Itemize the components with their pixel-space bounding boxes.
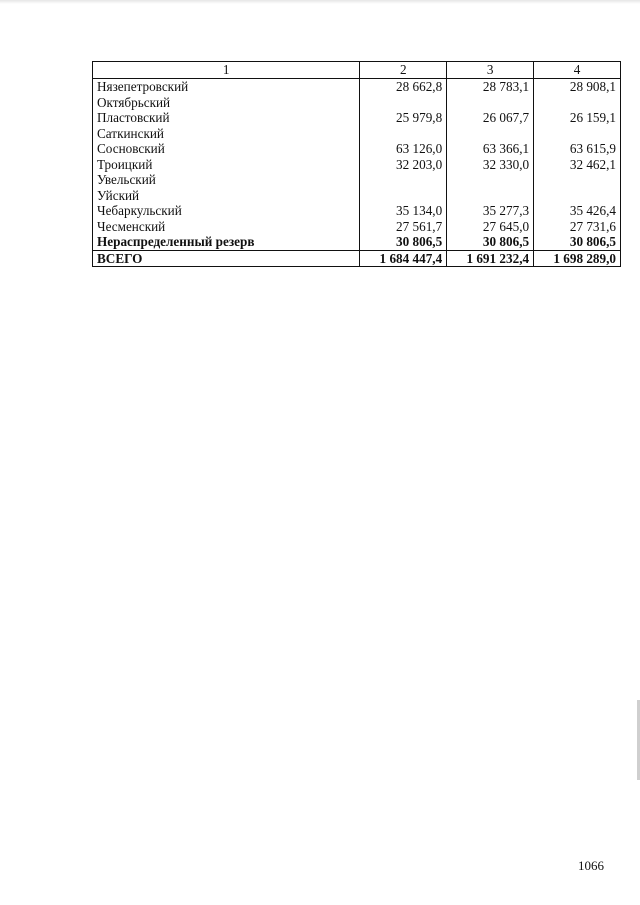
district-name: Саткинский xyxy=(93,126,360,142)
value-col-3: 28 783,1 xyxy=(447,79,534,95)
total-row xyxy=(93,250,621,267)
column-header-3: 3 xyxy=(447,62,534,79)
table-row xyxy=(93,188,621,204)
district-name: Чебаркульский xyxy=(93,203,360,219)
value-col-2: 27 561,7 xyxy=(360,219,447,235)
value-col-4: 26 159,1 xyxy=(534,110,621,126)
table-row xyxy=(93,126,621,142)
value-col-3: 32 330,0 xyxy=(447,157,534,173)
total-value-col-4: 1 698 289,0 xyxy=(534,250,621,267)
total-value-col-2: 1 684 447,4 xyxy=(360,250,447,267)
value-col-4: 35 426,4 xyxy=(534,203,621,219)
value-col-3: 27 645,0 xyxy=(447,219,534,235)
district-name: Увельский xyxy=(93,172,360,188)
value-col-2: 35 134,0 xyxy=(360,203,447,219)
district-name: Уйский xyxy=(93,188,360,204)
table-row xyxy=(93,219,621,235)
value-col-3: 63 366,1 xyxy=(447,141,534,157)
value-col-4: 27 731,6 xyxy=(534,219,621,235)
value-col-2: 28 662,8 xyxy=(360,79,447,95)
page-number: 1066 xyxy=(578,858,604,873)
value-col-2 xyxy=(360,172,447,188)
total-label: ВСЕГО xyxy=(93,250,360,267)
value-col-4 xyxy=(534,172,621,188)
district-name: Троицкий xyxy=(93,157,360,173)
value-col-4: 63 615,9 xyxy=(534,141,621,157)
table-row xyxy=(93,95,621,111)
value-col-3: 26 067,7 xyxy=(447,110,534,126)
column-header-4: 4 xyxy=(534,62,621,79)
value-col-3 xyxy=(447,188,534,204)
value-col-2: 63 126,0 xyxy=(360,141,447,157)
reserve-label: Нераспределенный резерв xyxy=(93,234,360,250)
column-header-1: 1 xyxy=(93,62,360,79)
value-col-3 xyxy=(447,95,534,111)
district-name: Октябрьский xyxy=(93,95,360,111)
reserve-value-col-4: 30 806,5 xyxy=(534,234,621,250)
value-col-4 xyxy=(534,95,621,111)
value-col-4 xyxy=(534,126,621,142)
reserve-value-col-3: 30 806,5 xyxy=(447,234,534,250)
table-row xyxy=(93,157,621,173)
value-col-2 xyxy=(360,95,447,111)
value-col-3: 35 277,3 xyxy=(447,203,534,219)
district-name: Пластовский xyxy=(93,110,360,126)
column-header-2: 2 xyxy=(360,62,447,79)
value-col-3 xyxy=(447,126,534,142)
reserve-row xyxy=(93,234,621,250)
value-col-4: 28 908,1 xyxy=(534,79,621,95)
value-col-2 xyxy=(360,126,447,142)
value-col-3 xyxy=(447,172,534,188)
value-col-4: 32 462,1 xyxy=(534,157,621,173)
table-row xyxy=(93,172,621,188)
table-row xyxy=(93,79,621,95)
value-col-4 xyxy=(534,188,621,204)
table-row xyxy=(93,141,621,157)
total-value-col-3: 1 691 232,4 xyxy=(447,250,534,267)
value-col-2: 25 979,8 xyxy=(360,110,447,126)
table-row xyxy=(93,203,621,219)
district-name: Нязепетровский xyxy=(93,79,360,95)
reserve-value-col-2: 30 806,5 xyxy=(360,234,447,250)
table-row xyxy=(93,110,621,126)
value-col-2: 32 203,0 xyxy=(360,157,447,173)
budget-table xyxy=(92,61,621,267)
district-name: Сосновский xyxy=(93,141,360,157)
district-name: Чесменский xyxy=(93,219,360,235)
value-col-2 xyxy=(360,188,447,204)
table-header-row xyxy=(93,62,621,79)
scan-top-edge xyxy=(0,0,640,4)
